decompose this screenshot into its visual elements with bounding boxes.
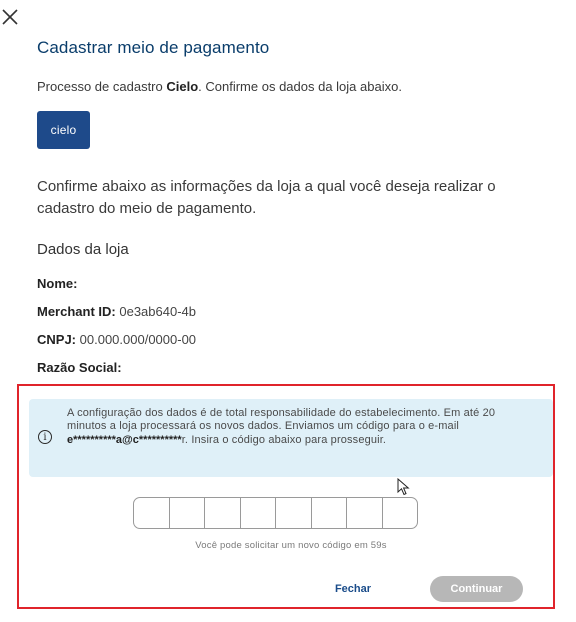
field-name xyxy=(37,276,77,291)
info-icon: i xyxy=(38,430,52,444)
continue-button[interactable]: Continuar xyxy=(430,576,523,602)
code-digit-field[interactable] xyxy=(134,498,170,528)
code-digit-field[interactable] xyxy=(170,498,206,528)
field-label: CNPJ: xyxy=(37,332,77,347)
code-digit-field[interactable] xyxy=(205,498,241,528)
info-text xyxy=(67,407,517,447)
store-section-title: Dados da loja xyxy=(37,241,129,258)
field-cnpj xyxy=(37,332,196,347)
field-merchant-id xyxy=(37,304,217,319)
field-razao-social xyxy=(37,360,122,375)
code-digit-field[interactable] xyxy=(276,498,312,528)
field-value: 0e3ab640-4b xyxy=(119,304,196,319)
field-value: 00.000.000/0000-00 xyxy=(79,332,197,347)
description: Confirme abaixo as informações da loja a qual você deseja realizar o cadastro do meio de pagamento. xyxy=(37,178,496,217)
close-icon[interactable] xyxy=(0,6,24,30)
logo-text: cielo xyxy=(50,123,77,137)
mouse-cursor-icon xyxy=(396,478,412,496)
info-text-instruction: Insira o código abaixo para prosseguir. xyxy=(188,433,387,446)
modal-title: Cadastrar meio de pagamento xyxy=(37,38,270,57)
verification-code-input[interactable] xyxy=(133,497,418,529)
masked-email: e**********a@c********** xyxy=(67,433,182,446)
subtitle-suffix: . Confirme os dados da loja abaixo. xyxy=(198,79,402,94)
subtitle-brand: Cielo xyxy=(166,79,199,94)
close-button[interactable]: Fechar xyxy=(323,578,383,600)
field-label: Nome: xyxy=(37,276,78,291)
resend-countdown: Você pode solicitar um novo código em 59s xyxy=(195,540,387,551)
field-label: Merchant ID: xyxy=(37,304,116,319)
masked-email-tail: r. xyxy=(181,433,189,446)
subtitle-prefix: Processo de cadastro xyxy=(37,79,167,94)
modal-subtitle xyxy=(37,79,402,94)
field-label: Razão Social: xyxy=(37,360,122,375)
code-digit-field[interactable] xyxy=(241,498,277,528)
cielo-logo xyxy=(37,111,90,149)
code-digit-field[interactable] xyxy=(312,498,348,528)
code-digit-field[interactable] xyxy=(347,498,383,528)
info-text-main: A configuração dos dados é de total responsabilidade do estabelecimento. Em até 20 minutos a loja processará os novos dados. Enviamos um código para o e-mail xyxy=(67,407,496,433)
code-digit-field[interactable] xyxy=(383,498,418,528)
